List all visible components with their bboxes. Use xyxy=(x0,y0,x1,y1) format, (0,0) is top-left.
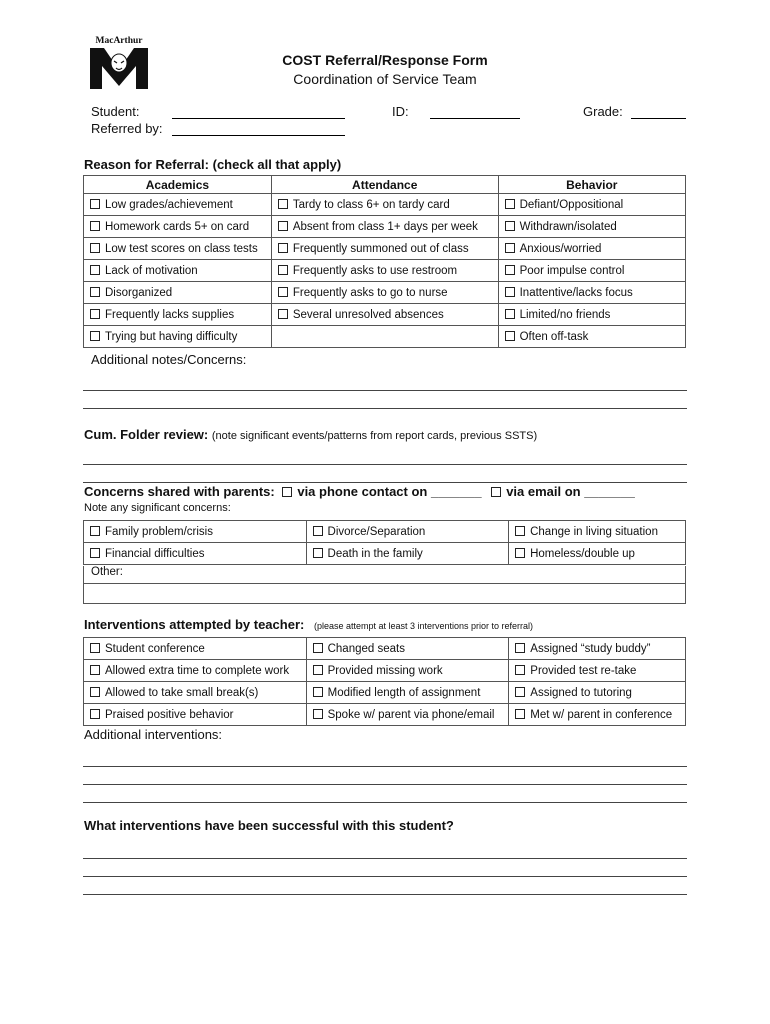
reason-title: Reason for Referral: (check all that apply) xyxy=(84,157,342,172)
table-cell xyxy=(498,238,685,260)
checkbox-label: Provided missing work xyxy=(327,664,443,677)
interventions-line[interactable] xyxy=(83,766,687,767)
checkbox[interactable] xyxy=(313,526,323,536)
table-row xyxy=(84,682,686,704)
student-label: Student: xyxy=(91,104,140,119)
checkbox-label: Homeless/double up xyxy=(530,547,635,560)
table-row xyxy=(84,238,686,260)
checkbox[interactable] xyxy=(515,709,525,719)
checkbox[interactable] xyxy=(90,526,100,536)
table-cell xyxy=(84,543,307,565)
table-cell xyxy=(271,326,498,348)
checkbox-label: Divorce/Separation xyxy=(327,525,426,538)
checkbox[interactable] xyxy=(313,709,323,719)
successful-line[interactable] xyxy=(83,876,687,877)
checkbox[interactable] xyxy=(313,687,323,697)
table-cell xyxy=(84,260,272,282)
notes-line[interactable] xyxy=(83,390,687,391)
table-row xyxy=(84,660,686,682)
table-cell xyxy=(84,682,307,704)
checkbox-label: Praised positive behavior xyxy=(105,708,234,721)
checkbox-label: Absent from class 1+ days per week xyxy=(292,220,478,233)
checkbox-label: Lack of motivation xyxy=(105,264,198,277)
id-field[interactable] xyxy=(430,118,520,119)
table-row xyxy=(84,194,686,216)
cum-line[interactable] xyxy=(83,482,687,483)
checkbox-label: Low test scores on class tests xyxy=(105,242,258,255)
table-cell xyxy=(271,260,498,282)
checkbox-label: Changed seats xyxy=(327,642,405,655)
table-cell xyxy=(498,282,685,304)
checkbox-label: Modified length of assignment xyxy=(327,686,481,699)
checkbox[interactable] xyxy=(515,548,525,558)
reason-table xyxy=(83,175,686,348)
table-cell xyxy=(306,704,509,726)
table-cell xyxy=(84,521,307,543)
checkbox[interactable] xyxy=(278,265,288,275)
checkbox[interactable] xyxy=(90,709,100,719)
table-cell xyxy=(84,216,272,238)
checkbox[interactable] xyxy=(505,199,515,209)
form-title: COST Referral/Response Form xyxy=(282,52,488,68)
referred-by-field[interactable] xyxy=(172,135,345,136)
checkbox-label: Homework cards 5+ on card xyxy=(105,220,250,233)
id-label: ID: xyxy=(392,104,409,119)
table-cell xyxy=(306,638,509,660)
table-cell xyxy=(306,682,509,704)
table-cell xyxy=(498,194,685,216)
checkbox[interactable] xyxy=(90,687,100,697)
checkbox-label: Family problem/crisis xyxy=(105,525,213,538)
checkbox-label: Frequently asks to use restroom xyxy=(292,264,458,277)
table-row xyxy=(84,282,686,304)
successful-question: What interventions have been successful with this student? xyxy=(84,818,454,833)
table-cell xyxy=(509,704,686,726)
checkbox[interactable] xyxy=(90,548,100,558)
checkbox[interactable] xyxy=(505,221,515,231)
checkbox[interactable] xyxy=(505,243,515,253)
table-cell xyxy=(306,521,509,543)
table-cell xyxy=(271,282,498,304)
checkbox-label: Financial difficulties xyxy=(105,547,205,560)
checkbox-label: Spoke w/ parent via phone/email xyxy=(327,708,495,721)
table-cell xyxy=(509,543,686,565)
interventions-line[interactable] xyxy=(83,784,687,785)
parents-section: Concerns shared with parents: via phone contact on _______ via email on _______ xyxy=(84,484,635,499)
checkbox[interactable] xyxy=(313,548,323,558)
table-cell xyxy=(509,682,686,704)
checkbox[interactable] xyxy=(278,287,288,297)
logo-text: MacArthur xyxy=(95,36,143,46)
cum-folder-section: Cum. Folder review: (note significant events/patterns from report cards, previous SSTS) xyxy=(84,427,538,442)
checkbox[interactable] xyxy=(278,309,288,319)
checkbox-label: Trying but having difficulty xyxy=(105,330,238,343)
table-row xyxy=(84,216,686,238)
checkbox[interactable] xyxy=(90,199,100,209)
checkbox-label: Frequently asks to go to nurse xyxy=(292,286,448,299)
checkbox-label: Allowed extra time to complete work xyxy=(105,664,290,677)
table-row xyxy=(84,521,686,543)
checkbox-label: Withdrawn/isolated xyxy=(519,220,617,233)
table-row xyxy=(84,638,686,660)
successful-line[interactable] xyxy=(83,894,687,895)
checkbox-label: Disorganized xyxy=(105,286,173,299)
checkbox-label: Tardy to class 6+ on tardy card xyxy=(292,198,450,211)
table-cell xyxy=(509,521,686,543)
table-cell xyxy=(306,543,509,565)
checkbox[interactable] xyxy=(515,643,525,653)
form-subtitle: Coordination of Service Team xyxy=(293,71,477,87)
checkbox[interactable] xyxy=(278,243,288,253)
additional-interventions-label: Additional interventions: xyxy=(84,727,223,742)
interventions-line[interactable] xyxy=(83,802,687,803)
checkbox-label: Change in living situation xyxy=(530,525,658,538)
table-cell xyxy=(84,326,272,348)
table-cell xyxy=(498,216,685,238)
checkbox-label: Frequently lacks supplies xyxy=(105,308,235,321)
checkbox-label: Death in the family xyxy=(327,547,423,560)
checkbox[interactable] xyxy=(278,221,288,231)
checkbox[interactable] xyxy=(515,665,525,675)
checkbox[interactable] xyxy=(505,331,515,341)
checkbox[interactable] xyxy=(90,221,100,231)
checkbox-label: Inattentive/lacks focus xyxy=(519,286,633,299)
notes-line[interactable] xyxy=(83,408,687,409)
cum-line[interactable] xyxy=(83,464,687,465)
table-cell xyxy=(498,260,685,282)
referred-by-label: Referred by: xyxy=(91,121,163,136)
grade-label: Grade: xyxy=(583,104,623,119)
table-cell xyxy=(84,638,307,660)
checkbox[interactable] xyxy=(90,665,100,675)
checkbox-label: Assigned to tutoring xyxy=(530,686,632,699)
table-cell xyxy=(509,638,686,660)
table-cell xyxy=(271,304,498,326)
table-cell xyxy=(84,194,272,216)
phone-checkbox[interactable] xyxy=(282,487,292,497)
checkbox-label: Assigned “study buddy” xyxy=(530,642,651,655)
checkbox[interactable] xyxy=(90,265,100,275)
table-cell xyxy=(271,194,498,216)
table-cell xyxy=(84,282,272,304)
table-row xyxy=(84,304,686,326)
interventions-section: Interventions attempted by teacher: (please attempt at least 3 interventions prior to referral) xyxy=(84,617,534,632)
checkbox-label: Anxious/worried xyxy=(519,242,602,255)
table-cell xyxy=(498,326,685,348)
email-checkbox[interactable] xyxy=(491,487,501,497)
checkbox-label: Several unresolved absences xyxy=(292,308,444,321)
table-cell xyxy=(509,660,686,682)
grade-field[interactable] xyxy=(631,118,686,119)
table-row xyxy=(84,704,686,726)
table-cell xyxy=(498,304,685,326)
checkbox-label: Low grades/achievement xyxy=(105,198,233,211)
column-header-behavior: Behavior xyxy=(498,176,685,194)
table-cell xyxy=(271,216,498,238)
checkbox[interactable] xyxy=(505,287,515,297)
checkbox-label: Allowed to take small break(s) xyxy=(105,686,259,699)
other-box[interactable] xyxy=(83,566,686,604)
interventions-table xyxy=(83,637,686,726)
checkbox[interactable] xyxy=(505,309,515,319)
table-cell xyxy=(84,704,307,726)
checkbox[interactable] xyxy=(505,265,515,275)
checkbox[interactable] xyxy=(515,526,525,536)
checkbox[interactable] xyxy=(90,309,100,319)
additional-notes-label: Additional notes/Concerns: xyxy=(91,352,247,367)
table-cell xyxy=(271,238,498,260)
checkbox[interactable] xyxy=(90,643,100,653)
checkbox-label: Provided test re-take xyxy=(530,664,637,677)
column-header-academics: Academics xyxy=(84,176,272,194)
table-cell xyxy=(84,238,272,260)
table-row xyxy=(84,326,686,348)
checkbox[interactable] xyxy=(90,331,100,341)
checkbox[interactable] xyxy=(313,643,323,653)
column-header-attendance: Attendance xyxy=(271,176,498,194)
parents-note: Note any significant concerns: xyxy=(84,502,231,514)
parents-table xyxy=(83,520,686,565)
checkbox[interactable] xyxy=(90,243,100,253)
checkbox[interactable] xyxy=(313,665,323,675)
other-label: Other: xyxy=(91,566,123,578)
checkbox-label: Frequently summoned out of class xyxy=(292,242,469,255)
checkbox[interactable] xyxy=(90,287,100,297)
checkbox-label: Met w/ parent in conference xyxy=(530,708,673,721)
student-field[interactable] xyxy=(172,118,345,119)
checkbox-label: Poor impulse control xyxy=(519,264,625,277)
checkbox-label: Student conference xyxy=(105,642,205,655)
successful-line[interactable] xyxy=(83,858,687,859)
checkbox-label: Often off-task xyxy=(519,330,589,343)
table-row xyxy=(84,543,686,565)
table-cell xyxy=(84,660,307,682)
table-cell xyxy=(84,304,272,326)
checkbox-label: Limited/no friends xyxy=(519,308,611,321)
checkbox[interactable] xyxy=(515,687,525,697)
checkbox-label: Defiant/Oppositional xyxy=(519,198,624,211)
checkbox[interactable] xyxy=(278,199,288,209)
table-row xyxy=(84,260,686,282)
table-cell xyxy=(306,660,509,682)
